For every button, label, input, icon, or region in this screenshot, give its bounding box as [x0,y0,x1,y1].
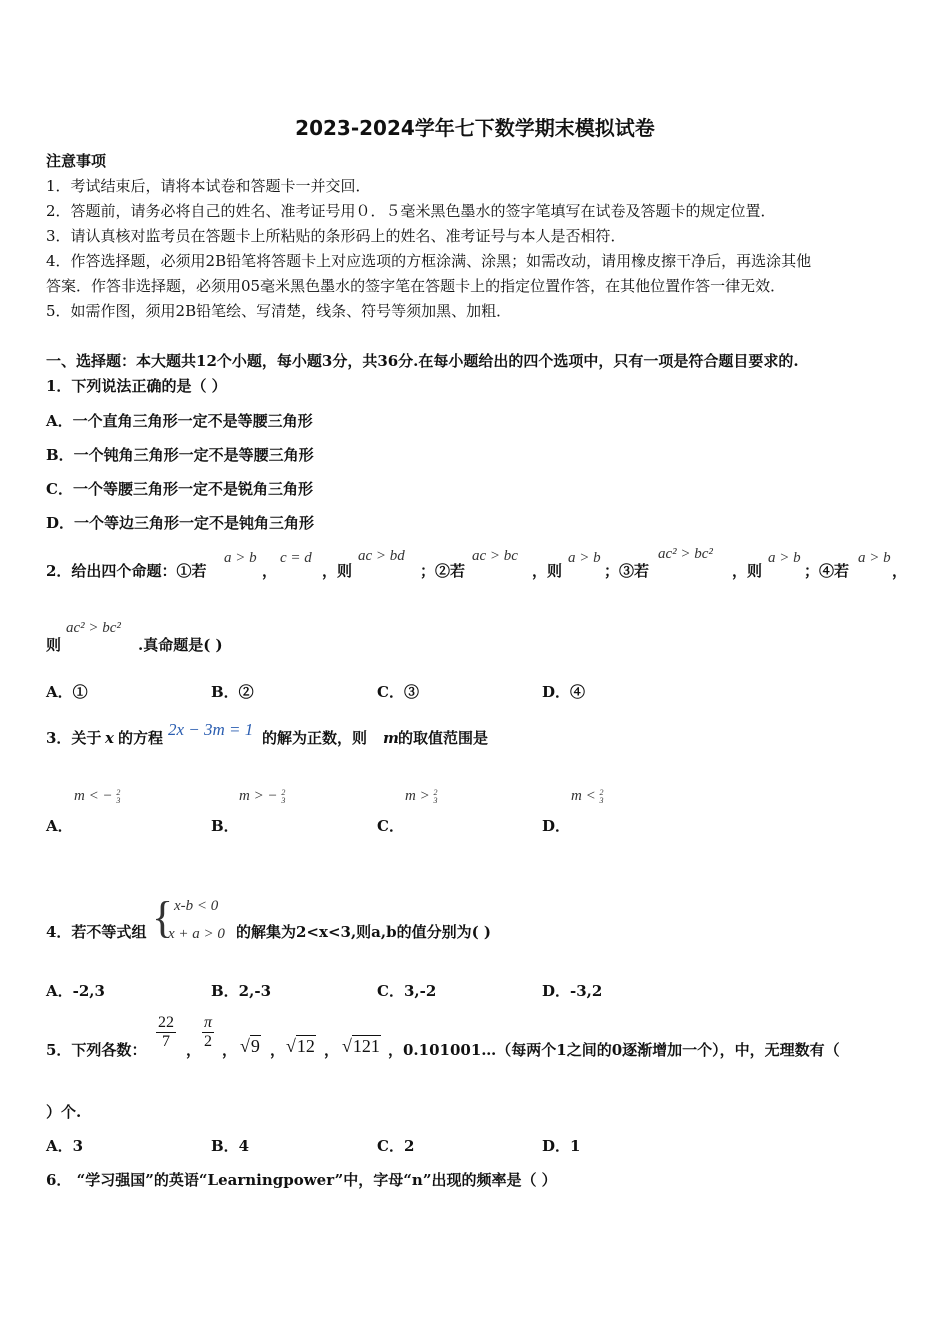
math-inequality: x-b < 0 [174,898,219,914]
question-2-option-a: A．① [46,683,88,701]
math-expr: ac² > bc² [66,620,121,636]
notice-heading: 注意事项 [46,152,107,170]
question-3-option-a: A． [46,817,73,835]
text-sep: 的方程 [118,729,164,747]
question-5-option-c: C．2 [377,1137,415,1155]
math-equation: 2x − 3m = 1 [168,720,254,739]
notice-item: 5．如需作图，须用2B铅笔绘、写清楚，线条、符号等须加黑、加粗． [46,302,512,320]
question-5-option-a: A．3 [46,1137,84,1155]
page-title: 2023-2024学年七下数学期末模拟试卷 [295,116,655,140]
question-4-option-a: A．-2,3 [46,982,105,1000]
math-expr: a > b [224,550,257,566]
text-sep: ， [324,1041,340,1059]
question-5-option-d: D．1 [542,1137,581,1155]
question-1-option-b: B．一个钝角三角形一定不是等腰三角形 [46,446,314,464]
fraction-22-7: $\frac{22}{7}$ [158,1014,174,1050]
text-sep: ， [222,1041,238,1059]
sqrt-12: √12 [286,1036,315,1056]
text-sep: ， [892,562,908,580]
notice-item: 3．请认真核对监考员在答题卡上所粘贴的条形码上的姓名、准考证号与本人是否相符． [46,227,626,245]
sqrt-121: √121 [342,1036,380,1056]
math-expr: a > b [568,550,601,566]
sqrt-9: √9 [240,1036,260,1056]
question-5-suffix: ，0.101001…（每两个1之间的0逐渐增加一个），中，无理数有（ [388,1041,840,1059]
question-3-option-c: C． [377,817,404,835]
question-5-option-b: B．4 [211,1137,250,1155]
question-3-option-a-expr: m < − 2 3 [74,787,121,805]
math-expr: ac > bc [472,548,518,564]
question-3-option-d: D． [542,817,571,835]
question-1-option-a: A．一个直角三角形一定不是等腰三角形 [46,412,313,430]
math-expr: a > b [768,550,801,566]
question-2-prefix: 2．给出四个命题：①若 [46,562,207,580]
question-3-prefix: 3．关于 [46,729,102,747]
question-2-option-b: B．② [211,683,254,701]
question-1-option-d: D．一个等边三角形一定不是钝角三角形 [46,514,315,532]
question-2-suffix: .真命题是( ) [138,636,223,654]
notice-item: 1．考试结束后，请将本试卷和答题卡一并交回． [46,177,371,195]
math-expr: a > b [858,550,891,566]
question-4-option-b: B．2,-3 [211,982,272,1000]
question-1-option-c: C．一个等腰三角形一定不是锐角三角形 [46,480,313,498]
text-sep: ；④若 [804,562,850,580]
question-5-prefix: 5．下列各数： [46,1041,147,1059]
question-1-stem: 1．下列说法正确的是（ ） [46,377,227,395]
system-brace: { [152,893,174,942]
question-3-option-d-expr: m < 2 3 [571,787,604,805]
question-6-stem: 6． “学习强国”的英语“Learningpower”中，字母“n”出现的频率是（ ） [46,1171,557,1189]
text-sep: ， [262,562,278,580]
question-3-suffix: 的取值范围是 [398,729,489,747]
text-sep: ， [186,1041,202,1059]
question-4-prefix: 4．若不等式组 [46,923,147,941]
math-inequality: x + a > 0 [168,926,225,942]
text-sep: ， [270,1041,286,1059]
notice-item: 4．作答选择题，必须用2B铅笔将答题卡上对应选项的方框涂满、涂黑；如需改动，请用橡皮擦干净后，再选涂其他 [46,252,812,270]
question-2-option-d: D．④ [542,683,586,701]
question-3-option-b: B． [211,817,239,835]
question-3-option-b-expr: m > − 2 3 [239,787,286,805]
math-expr: ac² > bc² [658,546,713,562]
text-sep: 的解为正数，则 [262,729,368,747]
fraction-pi-2: $\frac{\pi}{2}$ [204,1014,213,1050]
question-3-option-c-expr: m > 2 3 [405,787,438,805]
math-expr: c = d [280,550,312,566]
text-sep: ，则 [732,562,763,580]
question-2-option-c: C．③ [377,683,419,701]
text-sep: ；②若 [420,562,466,580]
text-sep: ，则 [532,562,563,580]
text-sep: ，则 [322,562,353,580]
text-sep: 则 [46,636,62,654]
question-5-line2: ）个. [46,1103,82,1121]
question-4-suffix: 的解集为2<x<3,则a,b的值分别为( ) [236,923,492,941]
section-heading: 一、选择题：本大题共12个小题，每小题3分，共36分.在每小题给出的四个选项中，只有一项是符合题目要求的. [46,352,799,370]
question-4-option-c: C．3,-2 [377,982,437,1000]
question-4-option-d: D．-3,2 [542,982,603,1000]
math-var: x [105,729,114,747]
math-var: m [383,729,399,747]
notice-item: 答案．作答非选择题，必须用05毫米黑色墨水的签字笔在答题卡上的指定位置作答，在其他位置作答一律无效． [46,277,786,295]
text-sep: ；③若 [604,562,650,580]
notice-item: 2．答题前，请务必将自己的姓名、准考证号用０．５毫米黑色墨水的签字笔填写在试卷及答题卡的规定位置． [46,202,776,220]
math-expr: ac > bd [358,548,405,564]
